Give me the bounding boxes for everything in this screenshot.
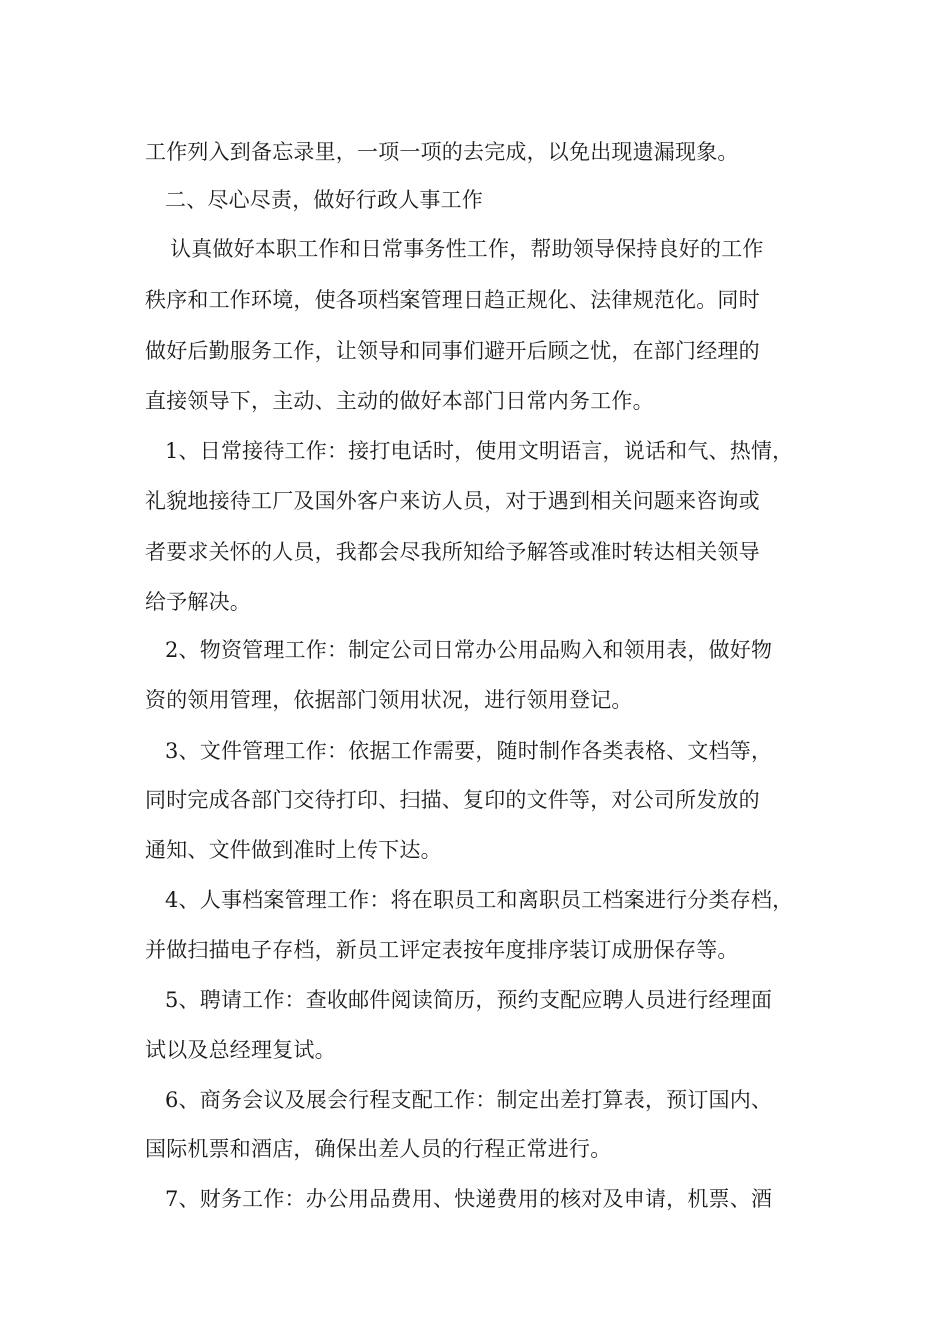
body-text-line: 国际机票和酒店，确保出差人员的行程正常进行。 <box>145 1137 612 1161</box>
list-item-line: 2、物资管理工作：制定公司日常办公用品购入和领用表，做好物 <box>165 638 773 662</box>
list-item-line: 3、文件管理工作：依据工作需要，随时制作各类表格、文档等， <box>165 739 773 763</box>
list-item-line: 1、日常接待工作：接打电话时，使用文明语言，说话和气、热情， <box>165 439 794 463</box>
body-text-line: 同时完成各部门交待打印、扫描、复印的文件等，对公司所发放的 <box>145 788 760 812</box>
body-text-line: 给予解决。 <box>145 590 251 614</box>
body-text-line: 通知、文件做到准时上传下达。 <box>145 838 442 862</box>
body-text-line: 工作列入到备忘录里，一项一项的去完成，以免出现遗漏现象。 <box>145 140 739 164</box>
body-text-line: 并做扫描电子存档，新员工评定表按年度排序装订成册保存等。 <box>145 938 739 962</box>
list-item-line: 6、商务会议及展会行程支配工作：制定出差打算表，预订国内、 <box>165 1088 773 1112</box>
body-text-line: 者要求关怀的人员，我都会尽我所知给予解答或准时转达相关领导 <box>145 540 760 564</box>
list-item-line: 4、人事档案管理工作：将在职员工和离职员工档案进行分类存档， <box>165 888 794 912</box>
body-text-line: 秩序和工作环境，使各项档案管理日趋正规化、法律规范化。同时 <box>145 288 760 312</box>
body-text-line: 礼貌地接待工厂及国外客户来访人员，对于遇到相关问题来咨询或 <box>145 489 760 513</box>
body-text-line: 认真做好本职工作和日常事务性工作，帮助领导保持良好的工作 <box>170 237 764 261</box>
list-item-line: 5、聘请工作：查收邮件阅读简历，预约支配应聘人员进行经理面 <box>165 988 773 1012</box>
body-text-line: 直接领导下，主动、主动的做好本部门日常内务工作。 <box>145 389 654 413</box>
body-text-line: 资的领用管理，依据部门领用状况，进行领用登记。 <box>145 688 633 712</box>
section-heading: 二、尽心尽责，做好行政人事工作 <box>165 188 483 212</box>
list-item-line: 7、财务工作：办公用品费用、快递费用的核对及申请，机票、酒 <box>165 1187 773 1211</box>
body-text-line: 做好后勤服务工作，让领导和同事们避开后顾之忧，在部门经理的 <box>145 339 760 363</box>
body-text-line: 试以及总经理复试。 <box>145 1038 336 1062</box>
